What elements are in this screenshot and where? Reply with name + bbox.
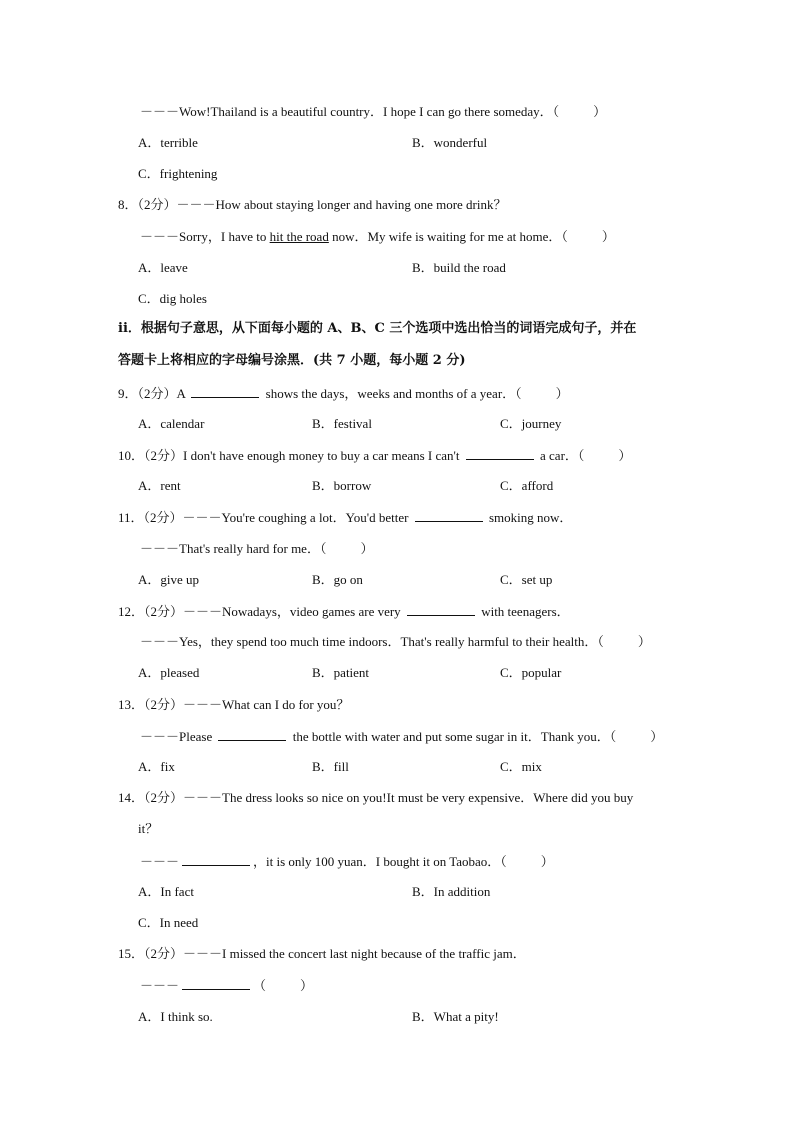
q10-option-a[interactable]: A．rent [138, 478, 181, 493]
q11-dialog-text: －－－That's really hard for me．（ [140, 541, 327, 556]
q14-dialog-part-b: ，it is only 100 yuan．I bought it on Taobao．（ [253, 854, 507, 869]
q7-paren-close: ） [593, 104, 607, 119]
q13-answer-blank [218, 728, 286, 741]
q12-stem [118, 603, 570, 620]
q9-option-c[interactable]: C．journey [500, 416, 562, 431]
q15-dialog-part-a: －－－ [140, 978, 180, 993]
q13-stem: 13．（2分）－－－What can I do for you？ [118, 697, 350, 712]
q12-stem-part-a: 12．（2分）－－－Nowadays，video games are very [118, 604, 404, 619]
q8-dialog-part-a: －－－Sorry，I have to [140, 229, 270, 244]
q8-option-a[interactable]: A．leave [138, 260, 188, 275]
q15-dialog-part-b: （ [253, 978, 267, 993]
section-instructions-line2: 答题卡上将相应的字母编号涂黑．(共 7 小题，每小题 2 分) [118, 353, 466, 368]
q12-dialog [140, 634, 651, 650]
q11-answer-blank [415, 509, 483, 522]
q7-option-c[interactable]: C．frightening [138, 166, 218, 181]
q11-dialog [140, 541, 373, 557]
q9-stem-part-a: 9．（2分）A [118, 386, 189, 401]
q7-option-b[interactable]: B．wonderful [412, 135, 488, 150]
q11-stem-part-b: smoking now． [485, 510, 573, 525]
q11-paren-close: ） [360, 541, 374, 556]
q11-option-a[interactable]: A．give up [138, 572, 200, 587]
q7-dialog [140, 104, 606, 120]
q13-dialog-part-b: the bottle with water and put some sugar in it．Thank you．（ [289, 729, 617, 744]
q10-stem-part-a: 10．（2分）I don't have enough money to buy a car means I can't [118, 448, 463, 463]
q9-answer-blank [191, 385, 259, 398]
q8-dialog-part-b: now．My wife is waiting for me at home．（ [328, 229, 568, 244]
q12-answer-blank [407, 603, 475, 616]
q10-option-c[interactable]: C．afford [500, 478, 554, 493]
q7-dialog-text: －－－Wow!Thailand is a beautiful country．I hope I can go there someday．（ [140, 104, 560, 119]
q9-stem [118, 385, 569, 402]
q8-option-c[interactable]: C．dig holes [138, 291, 207, 306]
q8-underlined-phrase: hit the road [269, 229, 329, 244]
q15-option-b[interactable]: B．What a pity! [412, 1009, 499, 1024]
q8-stem: 8．（2分）－－－How about staying longer and having one more drink？ [118, 197, 507, 212]
q12-option-a[interactable]: A．pleased [138, 665, 200, 680]
q13-dialog [140, 728, 663, 745]
section-instructions-line1: ii．根据句子意思，从下面每小题的 A、B、C 三个选项中选出恰当的词语完成句子，并在 [118, 321, 637, 336]
q14-dialog-part-a: －－－ [140, 854, 180, 869]
q12-option-b[interactable]: B．patient [312, 665, 370, 680]
q10-answer-blank [466, 447, 534, 460]
q15-stem: 15．（2分）－－－I missed the concert last night because of the traffic jam． [118, 946, 526, 961]
q9-stem-part-b: shows the days，weeks and months of a year．（ [262, 386, 522, 401]
q12-paren-close: ） [637, 634, 651, 649]
q13-option-a[interactable]: A．fix [138, 759, 175, 774]
q15-paren-close: ） [300, 978, 314, 993]
q9-paren-close: ） [555, 386, 569, 401]
q14-option-b[interactable]: B．In addition [412, 884, 491, 899]
q14-paren-close: ） [540, 854, 554, 869]
q11-stem-part-a: 11．（2分）－－－You're coughing a lot．You'd better [118, 510, 412, 525]
q13-dialog-part-a: －－－Please [140, 729, 216, 744]
q10-option-b[interactable]: B．borrow [312, 478, 372, 493]
q14-stem: 14．（2分）－－－The dress looks so nice on you!It must be very expensive．Where did you buy [118, 790, 634, 805]
q13-paren-close: ） [650, 729, 664, 744]
q10-stem [118, 447, 631, 464]
q12-dialog-text: －－－Yes，they spend too much time indoors．That's really harmful to their health．（ [140, 634, 604, 649]
q15-option-a[interactable]: A．I think so. [138, 1009, 213, 1024]
q11-option-b[interactable]: B．go on [312, 572, 363, 587]
q14-option-a[interactable]: A．In fact [138, 884, 194, 899]
q7-option-a[interactable]: A．terrible [138, 135, 198, 150]
q12-option-c[interactable]: C．popular [500, 665, 562, 680]
q10-paren-close: ） [618, 448, 632, 463]
q8-paren-close: ） [601, 229, 615, 244]
q13-option-b[interactable]: B．fill [312, 759, 349, 774]
q14-option-c[interactable]: C．In need [138, 915, 199, 930]
q8-dialog [140, 229, 615, 245]
q10-stem-part-b: a car．（ [536, 448, 585, 463]
q9-option-a[interactable]: A．calendar [138, 416, 205, 431]
q14-answer-blank [182, 853, 250, 866]
q13-option-c[interactable]: C．mix [500, 759, 542, 774]
q14-stem-continued: it？ [138, 821, 159, 836]
q9-option-b[interactable]: B．festival [312, 416, 372, 431]
q14-dialog [140, 853, 554, 870]
q11-option-c[interactable]: C．set up [500, 572, 553, 587]
q11-stem [118, 509, 572, 526]
q8-option-b[interactable]: B．build the road [412, 260, 506, 275]
q15-answer-blank [182, 977, 250, 990]
q12-stem-part-b: with teenagers． [477, 604, 570, 619]
q15-dialog [140, 977, 313, 994]
